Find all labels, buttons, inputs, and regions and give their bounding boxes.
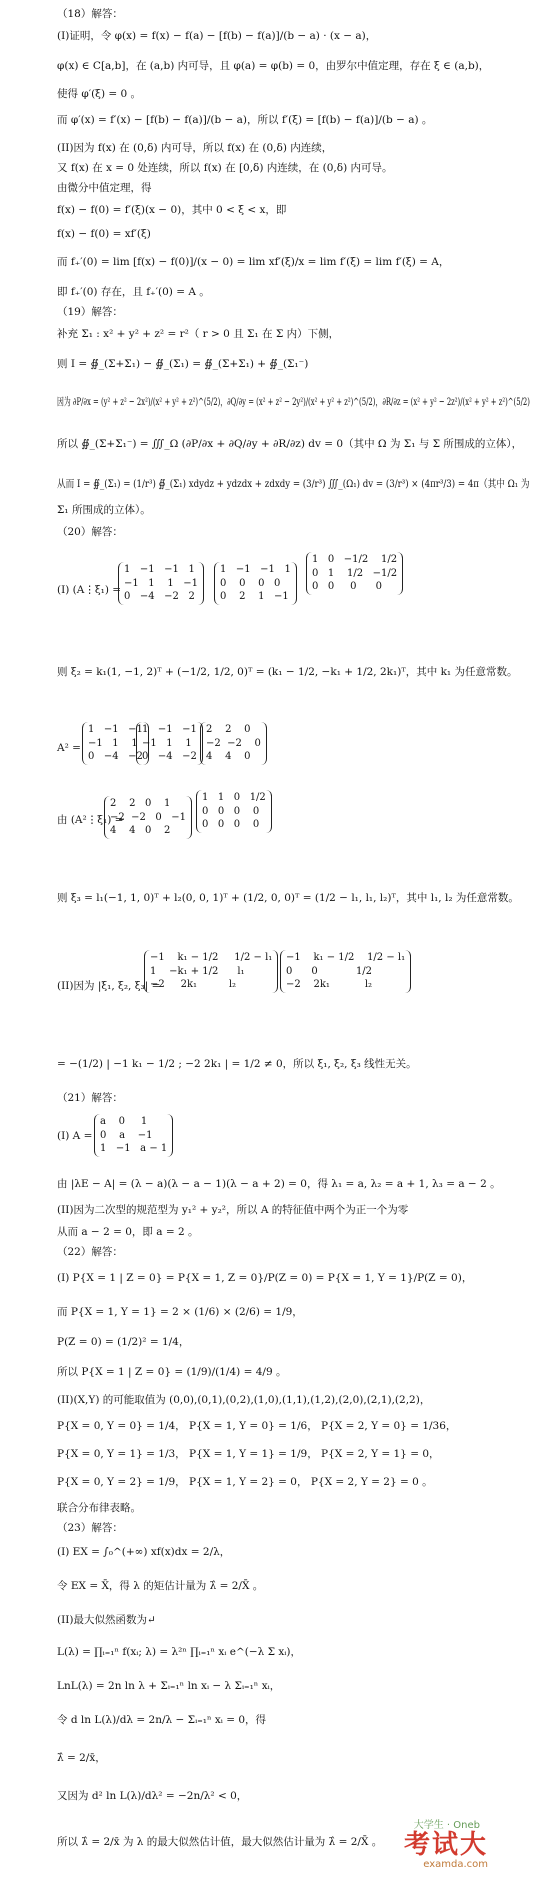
solution-line: φ(x) ∈ C[a,b]，在 (a,b) 内可导，且 φ(a) = φ(b) = 0，由罗尔中值定理，存在 ξ ∈ (a,b)，: [57, 60, 490, 72]
solution-line: (II)因为 |ξ₁, ξ₂, ξ₃| =: [57, 980, 161, 992]
solution-line: 由 |λE − A| = (λ − a)(λ − a − 1)(λ − a + 2) = 0，得 λ₁ = a, λ₂ = a + 1, λ₃ = a − 2 。: [57, 1178, 501, 1190]
matrix-row: 0 −4 −2: [88, 751, 143, 762]
solution-line: P{X = 0, Y = 2} = 1/9， P{X = 1, Y = 2} = 0， P{X = 2, Y = 2} = 0 。: [57, 1476, 433, 1488]
matrix-row: 1 −1 −1 1: [220, 564, 291, 575]
watermark-url: examda.com: [423, 1859, 488, 1870]
solution-line: （20）解答：: [57, 526, 123, 538]
solution-line: (I)证明，令 φ(x) = f(x) − f(a) − [f(b) − f(a)]/(b − a) · (x − a)，: [57, 30, 377, 42]
matrix-row: −1 1 1 −1: [124, 577, 198, 589]
solution-line: 而 φ′(x) = f′(x) − [f(b) − f(a)]/(b − a)，所以 f′(ξ) = [f(b) − f(a)]/(b − a) 。: [57, 114, 433, 126]
matrix-row: 1 −1 −1 1: [124, 564, 195, 575]
solution-line: = −(1/2) | −1 k₁ − 1/2 ; −2 2k₁ | = 1/2 ≠ 0，所以 ξ₁, ξ₂, ξ₃ 线性无关。: [57, 1058, 417, 1070]
solution-line: 即 f₊′(0) 存在，且 f₊′(0) = A 。: [57, 286, 210, 298]
solution-line: 所以 P{X = 1 | Z = 0} = (1/9)/(1/4) = 4/9 。: [57, 1366, 287, 1378]
matrix-row: 0 −4 −2: [142, 751, 197, 762]
matrix-row: 1 −k₁ + 1/2 l₁: [150, 965, 245, 977]
solution-line: 使得 φ′(ξ) = 0 。: [57, 88, 142, 100]
matrix: [104, 796, 192, 839]
solution-line: A² =: [57, 742, 81, 754]
solution-line: (I) P{X = 1 | Z = 0} = P{X = 1, Z = 0}/P(Z = 0) = P{X = 1, Y = 1}/P(Z = 0)，: [57, 1272, 473, 1284]
solution-line: （23）解答：: [57, 1522, 123, 1534]
solution-line: λ̂ = 2/x̄，: [57, 1752, 106, 1764]
matrix-row: 1 −1 −1: [88, 724, 143, 735]
solution-line: (II)(X,Y) 的可能取值为 (0,0),(0,1),(0,2),(1,0),(1,1),(1,2),(2,0),(2,1),(2,2)，: [57, 1394, 431, 1406]
matrix-row: 2 2 0 1: [110, 798, 171, 809]
matrix-row: 0 −4 −2 2: [124, 591, 195, 602]
solution-line: P{X = 0, Y = 0} = 1/4， P{X = 1, Y = 0} = 1/6， P{X = 2, Y = 0} = 1/36，: [57, 1420, 457, 1432]
watermark-brand: 考试大: [403, 1830, 488, 1860]
matrix-row: −1 1 1: [88, 737, 138, 749]
solution-line: Σ₁ 所围成的立体）。: [57, 504, 151, 516]
solution-line: (I) EX = ∫₀^(+∞) xf(x)dx = 2/λ，: [57, 1546, 231, 1558]
examda-watermark: [404, 1832, 488, 1870]
solution-line: 又 f(x) 在 x = 0 处连续，所以 f(x) 在 [0,δ) 内连续，在 (0,δ) 内可导。: [57, 162, 393, 174]
solution-line: 补充 Σ₁ : x² + y² + z² = r²（ r > 0 且 Σ₁ 在 Σ 内）下侧，: [57, 328, 340, 340]
matrix-row: −2 −2 0 −1: [110, 811, 187, 823]
solution-line: 由微分中值定理，得: [57, 182, 152, 194]
solution-line: (II)因为 f(x) 在 (0,δ) 内可导，所以 f(x) 在 (0,δ) 内连续，: [57, 142, 333, 154]
matrix-row: 1 1 0 1/2: [202, 792, 266, 803]
matrix-row: −1 k₁ − 1/2 1/2 − l₁: [150, 952, 273, 963]
solution-line: (I) (A⋮ξ₁) =: [57, 584, 122, 596]
solution-line: (II)最大似然函数为↵: [57, 1614, 156, 1626]
solution-line: （21）解答：: [57, 1092, 123, 1104]
matrix: [118, 562, 204, 605]
matrix-row: −2 2k₁ l₂: [286, 979, 373, 990]
matrix: [196, 790, 272, 833]
solution-line: 因为 ∂P/∂x = (y² + z² − 2x²)/(x² + y² + z²)^(5/2)，∂Q/∂y = (x² + z² − 2y²)/(x² + y² + z²)^(5/2)，∂R/∂z = (x² + y² − 2z²)/(x² + y² + z²)^(5/2): [57, 396, 530, 408]
solution-line: L(λ) = ∏ᵢ₌₁ⁿ f(xᵢ; λ) = λ²ⁿ ∏ᵢ₌₁ⁿ xᵢ e^(−λ Σ xᵢ)，: [57, 1646, 302, 1658]
matrix: [200, 722, 267, 765]
matrix-row: 2 2 0: [206, 724, 251, 735]
matrix-row: 0 0 0 0: [202, 805, 260, 817]
matrix-row: a 0 1: [100, 1116, 148, 1127]
matrix-row: 0 0 0 0: [312, 581, 382, 592]
matrix-row: 1 −1 a − 1: [100, 1143, 168, 1154]
solution-line: P{X = 0, Y = 1} = 1/3， P{X = 1, Y = 1} = 1/9， P{X = 2, Y = 1} = 0，: [57, 1448, 440, 1460]
matrix-row: −1 1 1: [142, 737, 192, 749]
matrix: [280, 950, 411, 993]
solution-line: LnL(λ) = 2n ln λ + Σᵢ₌₁ⁿ ln xᵢ − λ Σᵢ₌₁ⁿ xᵢ，: [57, 1680, 281, 1692]
solution-line: (II)因为二次型的规范型为 y₁² + y₂²，所以 A 的特征值中两个为正一个为零: [57, 1204, 409, 1216]
matrix: [136, 722, 203, 765]
solution-line: 由 (A²⋮ξ₁) =: [57, 814, 124, 826]
matrix-row: 0 1 1/2 −1/2: [312, 567, 398, 579]
matrix-row: −2 −2 0: [206, 737, 261, 749]
matrix-row: 0 a −1: [100, 1129, 153, 1141]
solution-line: 又因为 d² ln L(λ)/dλ² = −2n/λ² < 0，: [57, 1790, 248, 1802]
matrix: [306, 552, 403, 595]
solution-line: 联合分布律表略。: [57, 1502, 141, 1514]
matrix-row: 4 4 0: [206, 751, 251, 762]
matrix-row: 0 2 1 −1: [220, 591, 289, 602]
solution-line: （18）解答：: [57, 8, 123, 20]
matrix-row: 1 −1 −1: [142, 724, 197, 735]
solution-line: 而 f₊′(0) = lim [f(x) − f(0)]/(x − 0) = lim xf′(ξ)/x = lim f′(ξ) = lim f′(ξ) = A，: [57, 256, 450, 268]
solution-line: （19）解答：: [57, 306, 123, 318]
solution-line: 则 I = ∯_(Σ+Σ₁) − ∯_(Σ₁) = ∯_(Σ+Σ₁) + ∯_(Σ₁⁻): [57, 358, 309, 370]
solution-line: 则 ξ₂ = k₁(1, −1, 2)ᵀ + (−1/2, 1/2, 0)ᵀ = (k₁ − 1/2, −k₁ + 1/2, 2k₁)ᵀ，其中 k₁ 为任意常数。: [57, 666, 518, 678]
matrix-row: −1 k₁ − 1/2 1/2 − l₁: [286, 952, 406, 963]
matrix: [144, 950, 278, 993]
matrix: [214, 562, 297, 605]
matrix-row: 0 0 1/2: [286, 965, 373, 977]
matrix-row: 0 0 0 0: [202, 819, 260, 830]
solution-line: P(Z = 0) = (1/2)² = 1/4，: [57, 1336, 190, 1348]
matrix: [94, 1114, 173, 1157]
solution-line: (I) A =: [57, 1130, 93, 1142]
solution-line: 从而 a − 2 = 0，即 a = 2 。: [57, 1226, 199, 1238]
solution-line: 令 d ln L(λ)/dλ = 2n/λ − Σᵢ₌₁ⁿ xᵢ = 0，得: [57, 1714, 267, 1726]
watermark-stamp: 大学生 · Oneb: [413, 1820, 480, 1831]
solution-line: 所以 λ̂ = 2/x̄ 为 λ 的最大似然估计值，最大似然估计量为 λ̂ = 2/X̄ 。: [57, 1836, 383, 1848]
solution-line: f(x) − f(0) = xf′(ξ): [57, 228, 151, 240]
solution-line: 则 ξ₃ = l₁(−1, 1, 0)ᵀ + l₂(0, 0, 1)ᵀ + (1/2, 0, 0)ᵀ = (1/2 − l₁, l₁, l₂)ᵀ，其中 l₁, l₂ 为任意常数。: [57, 892, 519, 904]
solution-line: 令 EX = X̄，得 λ 的矩估计量为 λ̂ = 2/X̄ 。: [57, 1580, 264, 1592]
matrix-row: 1 0 −1/2 1/2: [312, 554, 398, 565]
solution-line: 所以 ∯_(Σ+Σ₁⁻) = ∭_Ω (∂P/∂x + ∂Q/∂y + ∂R/∂z) dv = 0（其中 Ω 为 Σ₁ 与 Σ 所围成的立体），: [57, 438, 523, 450]
solution-line: f(x) − f(0) = f′(ξ)(x − 0)，其中 0 < ξ < x，即: [57, 204, 287, 216]
solution-line: 而 P{X = 1, Y = 1} = 2 × (1/6) × (2/6) = 1/9，: [57, 1306, 303, 1318]
solution-line: 从而 I = ∯_(Σ₁) = (1/r³) ∯_(Σ₁) xdydz + ydzdx + zdxdy = (3/r³) ∭_(Ω₁) dv = (3/r³) × (4πr³/3) = 4π（其中 Ω₁ 为: [57, 478, 530, 490]
matrix-row: −2 2k₁ l₂: [150, 979, 237, 990]
matrix-row: 4 4 0 2: [110, 825, 171, 836]
matrix-row: 0 0 0 0: [220, 577, 281, 589]
solution-line: （22）解答：: [57, 1246, 123, 1258]
